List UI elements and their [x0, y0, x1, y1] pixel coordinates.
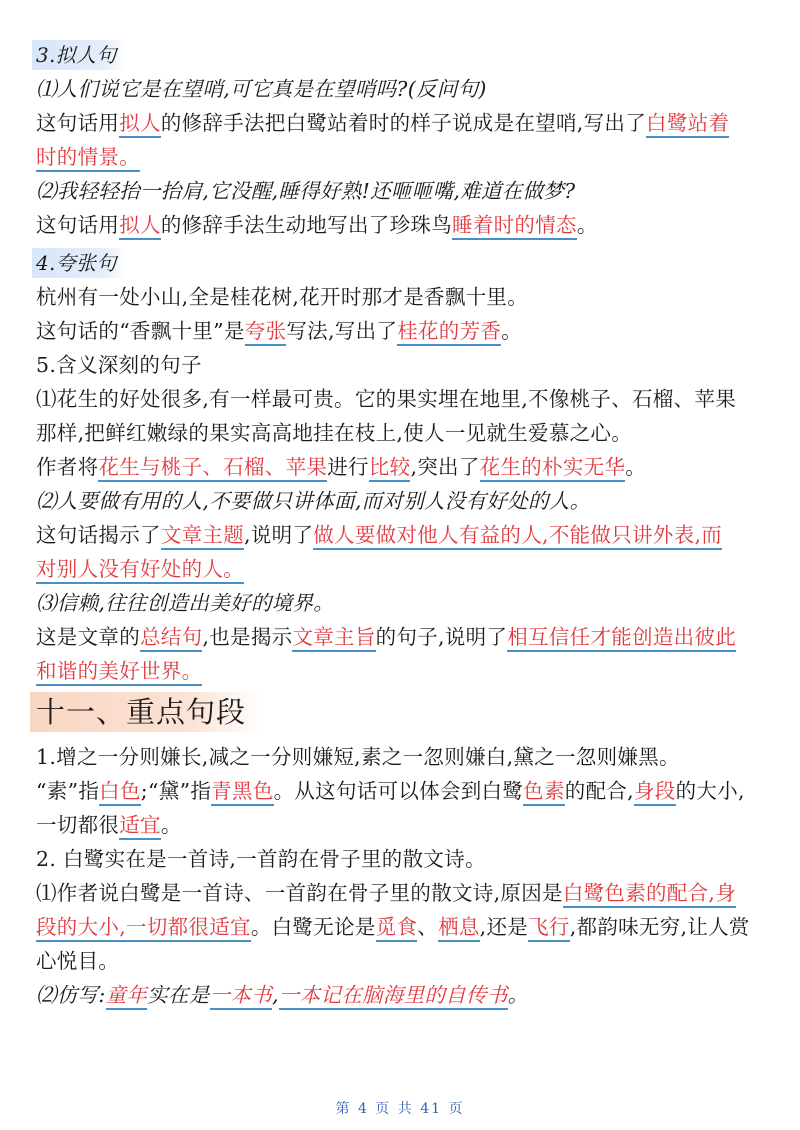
text-line: [36, 620, 768, 654]
answer-highlight: 比较: [369, 455, 411, 482]
text-segment: 杭州有一处小山,全是桂花树,花开时那才是香飘十里。: [36, 285, 529, 309]
text-line: [36, 416, 768, 450]
text-line: [36, 174, 768, 208]
answer-highlight: 对别人没有好处的人。: [36, 557, 244, 584]
subsection-heading: [36, 38, 768, 72]
text-segment: ⑵人要做有用的人,不要做只讲体面,而对别人没有好处的人。: [36, 489, 591, 513]
answer-highlight: 适宜: [119, 813, 161, 840]
text-segment: 的配合,: [564, 779, 634, 803]
text-line: [36, 450, 768, 484]
text-line: [36, 910, 768, 944]
text-segment: ,: [272, 983, 279, 1007]
text-segment: ⑵仿写:: [36, 983, 106, 1007]
text-segment: 心悦目。: [36, 949, 120, 973]
text-segment: 这句话的“香飘十里”是: [36, 319, 245, 343]
text-line: [36, 944, 768, 978]
text-segment: ⑴花生的好处很多,有一样最可贵。它的果实埋在地里,不像桃子、石榴、苹果: [36, 387, 737, 411]
answer-highlight: 相互信任才能创造出彼此: [507, 625, 736, 652]
answer-highlight: 夸张: [245, 319, 287, 346]
text-segment: 、: [417, 915, 439, 939]
text-segment: 。: [576, 213, 598, 237]
text-segment: 这是文章的: [36, 625, 140, 649]
text-segment: ⑴作者说白鹭是一首诗、一首韵在骨子里的散文诗,原因是: [36, 881, 563, 905]
answer-highlight: 白鹭站着: [646, 111, 729, 138]
answer-highlight: 青黑色: [211, 779, 273, 806]
page-content: [36, 38, 768, 1012]
text-segment: 那样,把鲜红嫩绿的果实高高地挂在枝上,使人一见就生爱慕之心。: [36, 421, 633, 445]
text-line: [36, 280, 768, 314]
text-line: [36, 72, 768, 106]
answer-highlight: 一本记在脑海里的自传书: [279, 983, 508, 1010]
text-line: [36, 106, 768, 140]
text-segment: 2. 白鹭实在是一首诗,一首韵在骨子里的散文诗。: [36, 847, 486, 871]
answer-highlight: 身段: [634, 779, 676, 806]
text-segment: ,还是: [479, 915, 529, 939]
text-line: [36, 740, 768, 774]
text-segment: 。: [625, 455, 647, 479]
text-segment: 的修辞手法把白鹭站着时的样子说成是在望哨,写出了: [160, 111, 647, 135]
answer-highlight: 白色: [99, 779, 141, 806]
answer-highlight: 和谐的美好世界。: [36, 659, 202, 686]
answer-highlight: 段的大小,一切都很适宜: [36, 915, 251, 942]
section-heading-highlight: [30, 692, 260, 732]
text-segment: 1.增之一分则嫌长,减之一分则嫌短,素之一忽则嫌白,黛之一忽则嫌黑。: [36, 745, 680, 769]
answer-highlight: 童年: [106, 983, 148, 1010]
answer-highlight: 拟人: [119, 213, 161, 240]
text-segment: ⑶信赖,往往创造出美好的境界。: [36, 591, 335, 615]
answer-highlight: 拟人: [119, 111, 161, 138]
text-segment: 写法,写出了: [286, 319, 398, 343]
page-footer: 第 4 页 共 41 页: [335, 1101, 465, 1117]
text-segment: 的句子,说明了: [375, 625, 508, 649]
text-line: [36, 654, 768, 688]
text-segment: 实在是: [147, 983, 210, 1007]
text-line: [36, 978, 768, 1012]
answer-highlight: 花生与桃子、石榴、苹果: [98, 455, 327, 482]
text-segment: 5.含义深刻的句子: [36, 353, 202, 377]
text-line: [36, 842, 768, 876]
text-segment: 的大小,: [675, 779, 745, 803]
answer-highlight: 文章主题: [161, 523, 244, 550]
answer-highlight: 桂花的芳香: [397, 319, 501, 346]
answer-highlight: 色素: [523, 779, 565, 806]
text-segment: 4.夸张句: [36, 251, 117, 275]
text-segment: ,也是揭示: [202, 625, 293, 649]
text-segment: “素”指: [36, 779, 100, 803]
text-segment: 一切都很: [36, 813, 120, 837]
text-segment: 这句话揭示了: [36, 523, 161, 547]
text-segment: 这句话用: [36, 213, 120, 237]
text-line: [36, 382, 768, 416]
text-segment: 。: [507, 983, 529, 1007]
text-segment: 作者将: [36, 455, 99, 479]
answer-highlight: 白鹭色素的配合,身: [563, 881, 736, 908]
text-line: [36, 518, 768, 552]
answer-highlight: 做人要做对他人有益的人,不能做只讲外表,而: [313, 523, 722, 550]
text-line: [36, 774, 768, 808]
text-segment: 。: [501, 319, 523, 343]
answer-highlight: 时的情景。: [36, 145, 140, 172]
subsection-heading: [36, 246, 768, 280]
text-segment: 。白鹭无论是: [250, 915, 376, 939]
text-line: [36, 314, 768, 348]
answer-highlight: 一本书: [210, 983, 272, 1010]
section-heading: [36, 692, 768, 736]
text-segment: 十一、重点句段: [36, 695, 247, 729]
text-segment: 进行: [327, 455, 369, 479]
answer-highlight: 觅食: [376, 915, 418, 942]
heading-highlight: [32, 248, 127, 278]
text-segment: ,都韵味无穷,让人赏: [569, 915, 750, 939]
text-line: [36, 808, 768, 842]
text-line: [36, 484, 768, 518]
text-line: [36, 208, 768, 242]
text-line: [36, 348, 768, 382]
answer-highlight: 总结句: [140, 625, 202, 652]
text-segment: ,突出了: [410, 455, 480, 479]
text-segment: ⑵我轻轻抬一抬肩,它没醒,睡得好熟!还咂咂嘴,难道在做梦?: [36, 179, 576, 203]
text-segment: ⑴人们说它是在望哨,可它真是在望哨吗?(反问句): [36, 77, 487, 101]
text-line: [36, 586, 768, 620]
text-segment: 。: [160, 813, 182, 837]
answer-highlight: 文章主旨: [292, 625, 375, 652]
heading-highlight: [32, 40, 127, 70]
text-line: [36, 552, 768, 586]
text-segment: ,说明了: [244, 523, 314, 547]
text-segment: ;“黛”指: [140, 779, 212, 803]
text-segment: 这句话用: [36, 111, 120, 135]
text-segment: 3.拟人句: [36, 43, 117, 67]
text-line: [36, 876, 768, 910]
answer-highlight: 花生的朴实无华: [480, 455, 626, 482]
text-segment: 。从这句话可以体会到白鹭: [273, 779, 524, 803]
text-line: [36, 140, 768, 174]
text-segment: 的修辞手法生动地写出了珍珠鸟: [160, 213, 453, 237]
answer-highlight: 栖息: [438, 915, 480, 942]
answer-highlight: 飞行: [528, 915, 570, 942]
answer-highlight: 睡着时的情态: [452, 213, 577, 240]
